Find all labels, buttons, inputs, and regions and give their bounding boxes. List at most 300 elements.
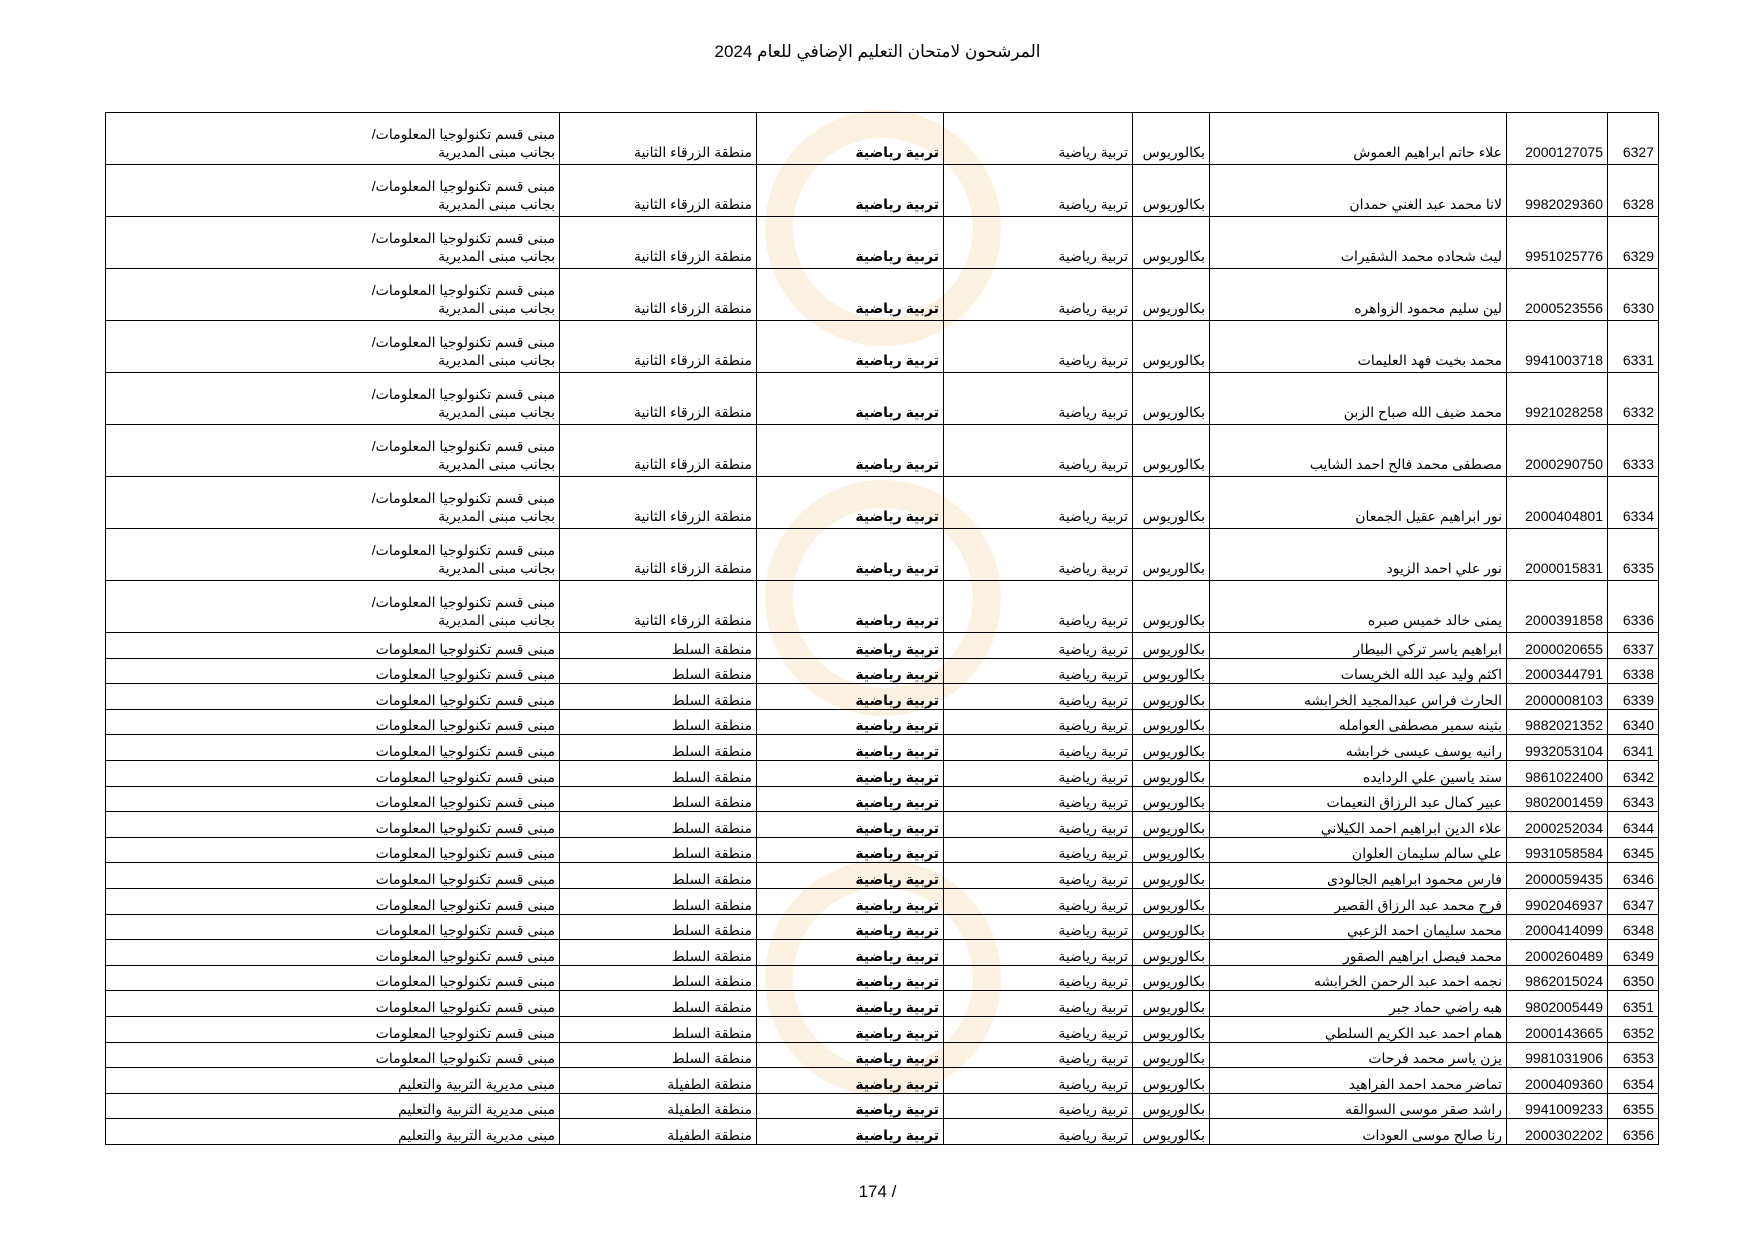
directorate-cell: منطقة السلط <box>560 888 757 914</box>
directorate-cell: منطقة الزرقاء الثانية <box>560 373 757 425</box>
table-row <box>106 217 1659 269</box>
national-id-cell: 9951025776 <box>1507 217 1608 269</box>
degree-cell: بكالوريوس <box>1133 709 1210 735</box>
national-id-cell: 2000008103 <box>1507 684 1608 710</box>
exam-location-line: مبنى قسم تكنولوجيا المعلومات/ <box>371 438 555 454</box>
page-number: 174 / <box>858 1182 897 1201</box>
table-row <box>106 113 1659 165</box>
exam-location-line: مبنى قسم تكنولوجيا المعلومات <box>375 998 555 1015</box>
sequence-number-cell: 6334 <box>1608 477 1659 529</box>
degree-cell: بكالوريوس <box>1133 888 1210 914</box>
exam-location-cell <box>106 965 560 991</box>
national-id-cell: 9902046937 <box>1507 888 1608 914</box>
exam-location-cell <box>106 217 560 269</box>
exam-subject-cell: تربية رياضية <box>757 269 944 321</box>
sequence-number-cell: 6330 <box>1608 269 1659 321</box>
exam-subject-cell: تربية رياضية <box>757 786 944 812</box>
national-id-cell: 2000260489 <box>1507 940 1608 966</box>
exam-location-cell <box>106 991 560 1017</box>
candidate-name-cell: محمد بخيت فهد العليمات <box>1210 321 1507 373</box>
exam-location-line: مبنى قسم تكنولوجيا المعلومات <box>375 742 555 759</box>
national-id-cell: 2000127075 <box>1507 113 1608 165</box>
degree-cell: بكالوريوس <box>1133 1042 1210 1068</box>
national-id-cell: 9882021352 <box>1507 709 1608 735</box>
exam-location-cell <box>106 658 560 684</box>
exam-subject-cell: تربية رياضية <box>757 1119 944 1145</box>
specialization-cell: تربية رياضية <box>944 786 1133 812</box>
sequence-number-cell: 6332 <box>1608 373 1659 425</box>
exam-location-line: مبنى قسم تكنولوجيا المعلومات <box>375 922 555 939</box>
table-row <box>106 1093 1659 1119</box>
exam-subject-cell: تربية رياضية <box>757 477 944 529</box>
directorate-cell: منطقة السلط <box>560 760 757 786</box>
degree-cell: بكالوريوس <box>1133 373 1210 425</box>
directorate-cell: منطقة السلط <box>560 914 757 940</box>
exam-location-cell <box>106 684 560 710</box>
sequence-number-cell: 6353 <box>1608 1042 1659 1068</box>
exam-location-line: بجانب مبنى المديرية <box>438 196 555 212</box>
exam-location-line: مبنى قسم تكنولوجيا المعلومات/ <box>371 126 555 142</box>
exam-location-cell <box>106 1093 560 1119</box>
exam-subject-cell: تربية رياضية <box>757 812 944 838</box>
exam-subject-cell: تربية رياضية <box>757 940 944 966</box>
candidate-name-cell: عبير كمال عبد الرزاق النعيمات <box>1210 786 1507 812</box>
candidate-name-cell: محمد ضيف الله صباح الزبن <box>1210 373 1507 425</box>
candidate-name-cell: تماضر محمد احمد الفراهيد <box>1210 1068 1507 1094</box>
sequence-number-cell: 6351 <box>1608 991 1659 1017</box>
national-id-cell: 9802001459 <box>1507 786 1608 812</box>
national-id-cell: 9981031906 <box>1507 1042 1608 1068</box>
exam-location-line: مبنى قسم تكنولوجيا المعلومات <box>375 947 555 964</box>
specialization-cell: تربية رياضية <box>944 658 1133 684</box>
sequence-number-cell: 6328 <box>1608 165 1659 217</box>
directorate-cell: منطقة السلط <box>560 786 757 812</box>
specialization-cell: تربية رياضية <box>944 684 1133 710</box>
specialization-cell: تربية رياضية <box>944 581 1133 633</box>
candidate-name-cell: اكثم وليد عبد الله الخريسات <box>1210 658 1507 684</box>
exam-location-line: بجانب مبنى المديرية <box>438 612 555 628</box>
degree-cell: بكالوريوس <box>1133 1119 1210 1145</box>
candidate-name-cell: هبه راضي حماد جبر <box>1210 991 1507 1017</box>
candidate-name-cell: مصطفى محمد فالح احمد الشايب <box>1210 425 1507 477</box>
sequence-number-cell: 6338 <box>1608 658 1659 684</box>
specialization-cell: تربية رياضية <box>944 888 1133 914</box>
candidate-name-cell: يزن ياسر محمد فرحات <box>1210 1042 1507 1068</box>
degree-cell: بكالوريوس <box>1133 863 1210 889</box>
specialization-cell: تربية رياضية <box>944 529 1133 581</box>
national-id-cell: 9862015024 <box>1507 965 1608 991</box>
exam-location-cell <box>106 837 560 863</box>
table-row <box>106 837 1659 863</box>
exam-location-cell <box>106 940 560 966</box>
sequence-number-cell: 6350 <box>1608 965 1659 991</box>
sequence-number-cell: 6344 <box>1608 812 1659 838</box>
exam-subject-cell: تربية رياضية <box>757 321 944 373</box>
table-row <box>106 165 1659 217</box>
directorate-cell: منطقة الزرقاء الثانية <box>560 581 757 633</box>
degree-cell: بكالوريوس <box>1133 786 1210 812</box>
degree-cell: بكالوريوس <box>1133 812 1210 838</box>
degree-cell: بكالوريوس <box>1133 1068 1210 1094</box>
candidate-name-cell: لانا محمد عبد الغني حمدان <box>1210 165 1507 217</box>
specialization-cell: تربية رياضية <box>944 709 1133 735</box>
specialization-cell: تربية رياضية <box>944 735 1133 761</box>
sequence-number-cell: 6348 <box>1608 914 1659 940</box>
exam-location-cell <box>106 1016 560 1042</box>
degree-cell: بكالوريوس <box>1133 581 1210 633</box>
directorate-cell: منطقة الزرقاء الثانية <box>560 425 757 477</box>
exam-subject-cell: تربية رياضية <box>757 633 944 659</box>
exam-location-line: بجانب مبنى المديرية <box>438 144 555 160</box>
national-id-cell: 2000015831 <box>1507 529 1608 581</box>
directorate-cell: منطقة السلط <box>560 837 757 863</box>
directorate-cell: منطقة السلط <box>560 991 757 1017</box>
table-row <box>106 529 1659 581</box>
table-row <box>106 684 1659 710</box>
candidate-name-cell: ليث شحاده محمد الشقيرات <box>1210 217 1507 269</box>
directorate-cell: منطقة السلط <box>560 940 757 966</box>
candidate-name-cell: يمنى خالد خميس صبره <box>1210 581 1507 633</box>
exam-location-cell <box>106 633 560 659</box>
specialization-cell: تربية رياضية <box>944 633 1133 659</box>
national-id-cell: 2000523556 <box>1507 269 1608 321</box>
national-id-cell: 2000344791 <box>1507 658 1608 684</box>
table-row <box>106 633 1659 659</box>
national-id-cell: 2000409360 <box>1507 1068 1608 1094</box>
specialization-cell: تربية رياضية <box>944 425 1133 477</box>
exam-location-cell <box>106 321 560 373</box>
table-row <box>106 1119 1659 1145</box>
exam-location-line: مبنى قسم تكنولوجيا المعلومات <box>375 768 555 785</box>
exam-location-line: مبنى مديرية التربية والتعليم <box>398 1126 555 1143</box>
table-row <box>106 1016 1659 1042</box>
directorate-cell: منطقة الزرقاء الثانية <box>560 529 757 581</box>
exam-location-cell <box>106 373 560 425</box>
exam-location-line: مبنى قسم تكنولوجيا المعلومات <box>375 1050 555 1067</box>
exam-location-cell <box>106 1042 560 1068</box>
degree-cell: بكالوريوس <box>1133 940 1210 966</box>
exam-location-cell <box>106 735 560 761</box>
directorate-cell: منطقة السلط <box>560 1042 757 1068</box>
exam-subject-cell: تربية رياضية <box>757 425 944 477</box>
directorate-cell: منطقة الزرقاء الثانية <box>560 217 757 269</box>
exam-location-line: مبنى قسم تكنولوجيا المعلومات/ <box>371 386 555 402</box>
exam-location-line: مبنى قسم تكنولوجيا المعلومات/ <box>371 178 555 194</box>
specialization-cell: تربية رياضية <box>944 1068 1133 1094</box>
sequence-number-cell: 6347 <box>1608 888 1659 914</box>
exam-location-cell <box>106 786 560 812</box>
sequence-number-cell: 6356 <box>1608 1119 1659 1145</box>
specialization-cell: تربية رياضية <box>944 1042 1133 1068</box>
exam-subject-cell: تربية رياضية <box>757 1042 944 1068</box>
sequence-number-cell: 6336 <box>1608 581 1659 633</box>
exam-subject-cell: تربية رياضية <box>757 529 944 581</box>
exam-subject-cell: تربية رياضية <box>757 735 944 761</box>
sequence-number-cell: 6340 <box>1608 709 1659 735</box>
directorate-cell: منطقة الزرقاء الثانية <box>560 113 757 165</box>
table-row <box>106 269 1659 321</box>
table-row <box>106 321 1659 373</box>
sequence-number-cell: 6345 <box>1608 837 1659 863</box>
exam-subject-cell: تربية رياضية <box>757 888 944 914</box>
candidate-name-cell: فرح محمد عبد الرزاق القصير <box>1210 888 1507 914</box>
degree-cell: بكالوريوس <box>1133 735 1210 761</box>
national-id-cell: 9861022400 <box>1507 760 1608 786</box>
directorate-cell: منطقة الزرقاء الثانية <box>560 477 757 529</box>
national-id-cell: 9941009233 <box>1507 1093 1608 1119</box>
national-id-cell: 2000404801 <box>1507 477 1608 529</box>
specialization-cell: تربية رياضية <box>944 837 1133 863</box>
specialization-cell: تربية رياضية <box>944 914 1133 940</box>
candidate-name-cell: لين سليم محمود الزواهره <box>1210 269 1507 321</box>
exam-location-line: بجانب مبنى المديرية <box>438 508 555 524</box>
table-row <box>106 709 1659 735</box>
exam-subject-cell: تربية رياضية <box>757 658 944 684</box>
directorate-cell: منطقة السلط <box>560 965 757 991</box>
table-row <box>106 658 1659 684</box>
degree-cell: بكالوريوس <box>1133 633 1210 659</box>
directorate-cell: منطقة السلط <box>560 863 757 889</box>
candidate-name-cell: الحارث فراس عبدالمجيد الخرابشه <box>1210 684 1507 710</box>
directorate-cell: منطقة الزرقاء الثانية <box>560 269 757 321</box>
sequence-number-cell: 6342 <box>1608 760 1659 786</box>
sequence-number-cell: 6355 <box>1608 1093 1659 1119</box>
specialization-cell: تربية رياضية <box>944 1093 1133 1119</box>
table-row <box>106 965 1659 991</box>
national-id-cell: 2000020655 <box>1507 633 1608 659</box>
exam-location-cell <box>106 425 560 477</box>
sequence-number-cell: 6354 <box>1608 1068 1659 1094</box>
specialization-cell: تربية رياضية <box>944 217 1133 269</box>
exam-location-line: مبنى قسم تكنولوجيا المعلومات/ <box>371 282 555 298</box>
degree-cell: بكالوريوس <box>1133 425 1210 477</box>
directorate-cell: منطقة السلط <box>560 812 757 838</box>
exam-location-cell <box>106 1119 560 1145</box>
exam-location-line: مبنى قسم تكنولوجيا المعلومات/ <box>371 334 555 350</box>
specialization-cell: تربية رياضية <box>944 965 1133 991</box>
sequence-number-cell: 6327 <box>1608 113 1659 165</box>
candidate-name-cell: محمد فيصل ابراهيم الصقور <box>1210 940 1507 966</box>
table-row <box>106 581 1659 633</box>
exam-location-line: بجانب مبنى المديرية <box>438 352 555 368</box>
national-id-cell: 2000391858 <box>1507 581 1608 633</box>
exam-subject-cell: تربية رياضية <box>757 991 944 1017</box>
degree-cell: بكالوريوس <box>1133 217 1210 269</box>
exam-location-line: بجانب مبنى المديرية <box>438 300 555 316</box>
degree-cell: بكالوريوس <box>1133 991 1210 1017</box>
candidate-name-cell: بثينه سمير مصطفى العوامله <box>1210 709 1507 735</box>
national-id-cell: 2000302202 <box>1507 1119 1608 1145</box>
exam-location-cell <box>106 914 560 940</box>
specialization-cell: تربية رياضية <box>944 1119 1133 1145</box>
candidate-name-cell: علاء الدين ابراهيم احمد الكيلاني <box>1210 812 1507 838</box>
table-row <box>106 735 1659 761</box>
degree-cell: بكالوريوس <box>1133 1016 1210 1042</box>
table-row <box>106 991 1659 1017</box>
directorate-cell: منطقة السلط <box>560 633 757 659</box>
exam-location-line: مبنى قسم تكنولوجيا المعلومات/ <box>371 230 555 246</box>
directorate-cell: منطقة السلط <box>560 735 757 761</box>
candidate-name-cell: ابراهيم ياسر تركي البيطار <box>1210 633 1507 659</box>
exam-location-cell <box>106 113 560 165</box>
table-row <box>106 786 1659 812</box>
sequence-number-cell: 6341 <box>1608 735 1659 761</box>
degree-cell: بكالوريوس <box>1133 965 1210 991</box>
exam-location-line: مبنى قسم تكنولوجيا المعلومات <box>375 640 555 657</box>
exam-location-line: مبنى مديرية التربية والتعليم <box>398 1075 555 1092</box>
directorate-cell: منطقة الطفيلة <box>560 1068 757 1094</box>
sequence-number-cell: 6343 <box>1608 786 1659 812</box>
exam-location-line: مبنى قسم تكنولوجيا المعلومات <box>375 973 555 990</box>
national-id-cell: 9921028258 <box>1507 373 1608 425</box>
sequence-number-cell: 6331 <box>1608 321 1659 373</box>
national-id-cell: 2000143665 <box>1507 1016 1608 1042</box>
exam-location-cell <box>106 812 560 838</box>
exam-subject-cell: تربية رياضية <box>757 373 944 425</box>
specialization-cell: تربية رياضية <box>944 812 1133 838</box>
degree-cell: بكالوريوس <box>1133 658 1210 684</box>
exam-location-cell <box>106 269 560 321</box>
candidate-name-cell: علي سالم سليمان العلوان <box>1210 837 1507 863</box>
table-row <box>106 425 1659 477</box>
exam-location-cell <box>106 477 560 529</box>
exam-subject-cell: تربية رياضية <box>757 709 944 735</box>
exam-subject-cell: تربية رياضية <box>757 837 944 863</box>
specialization-cell: تربية رياضية <box>944 991 1133 1017</box>
exam-location-line: مبنى قسم تكنولوجيا المعلومات/ <box>371 542 555 558</box>
exam-location-cell <box>106 709 560 735</box>
sequence-number-cell: 6335 <box>1608 529 1659 581</box>
exam-subject-cell: تربية رياضية <box>757 863 944 889</box>
degree-cell: بكالوريوس <box>1133 529 1210 581</box>
degree-cell: بكالوريوس <box>1133 113 1210 165</box>
national-id-cell: 9802005449 <box>1507 991 1608 1017</box>
table-row <box>106 1068 1659 1094</box>
national-id-cell: 2000414099 <box>1507 914 1608 940</box>
degree-cell: بكالوريوس <box>1133 760 1210 786</box>
exam-location-cell <box>106 760 560 786</box>
page-title: المرشحون لامتحان التعليم الإضافي للعام 2024 <box>714 42 1041 61</box>
exam-location-line: مبنى قسم تكنولوجيا المعلومات <box>375 794 555 811</box>
exam-subject-cell: تربية رياضية <box>757 965 944 991</box>
exam-location-line: مبنى قسم تكنولوجيا المعلومات <box>375 845 555 862</box>
specialization-cell: تربية رياضية <box>944 863 1133 889</box>
exam-location-cell <box>106 581 560 633</box>
exam-location-cell <box>106 1068 560 1094</box>
sequence-number-cell: 6329 <box>1608 217 1659 269</box>
national-id-cell: 9931058584 <box>1507 837 1608 863</box>
exam-location-cell <box>106 863 560 889</box>
directorate-cell: منطقة الزرقاء الثانية <box>560 165 757 217</box>
exam-subject-cell: تربية رياضية <box>757 1016 944 1042</box>
exam-location-line: بجانب مبنى المديرية <box>438 456 555 472</box>
directorate-cell: منطقة الزرقاء الثانية <box>560 321 757 373</box>
candidate-name-cell: نور علي احمد الزيود <box>1210 529 1507 581</box>
degree-cell: بكالوريوس <box>1133 837 1210 863</box>
degree-cell: بكالوريوس <box>1133 684 1210 710</box>
exam-location-cell <box>106 529 560 581</box>
national-id-cell: 9982029360 <box>1507 165 1608 217</box>
national-id-cell: 2000290750 <box>1507 425 1608 477</box>
specialization-cell: تربية رياضية <box>944 760 1133 786</box>
degree-cell: بكالوريوس <box>1133 914 1210 940</box>
exam-location-line: بجانب مبنى المديرية <box>438 404 555 420</box>
exam-subject-cell: تربية رياضية <box>757 760 944 786</box>
exam-subject-cell: تربية رياضية <box>757 217 944 269</box>
exam-location-cell <box>106 888 560 914</box>
exam-location-line: مبنى قسم تكنولوجيا المعلومات <box>375 896 555 913</box>
exam-location-line: مبنى قسم تكنولوجيا المعلومات <box>375 666 555 683</box>
candidate-name-cell: نور ابراهيم عقيل الجمعان <box>1210 477 1507 529</box>
candidate-name-cell: سند ياسين علي الردايده <box>1210 760 1507 786</box>
exam-location-line: مبنى قسم تكنولوجيا المعلومات <box>375 870 555 887</box>
candidate-name-cell: رانيه يوسف عيسى خرابشه <box>1210 735 1507 761</box>
exam-subject-cell: تربية رياضية <box>757 914 944 940</box>
table-row <box>106 760 1659 786</box>
specialization-cell: تربية رياضية <box>944 373 1133 425</box>
exam-location-line: مبنى قسم تكنولوجيا المعلومات <box>375 1024 555 1041</box>
sequence-number-cell: 6337 <box>1608 633 1659 659</box>
degree-cell: بكالوريوس <box>1133 321 1210 373</box>
directorate-cell: منطقة السلط <box>560 684 757 710</box>
specialization-cell: تربية رياضية <box>944 1016 1133 1042</box>
exam-location-line: مبنى قسم تكنولوجيا المعلومات <box>375 717 555 734</box>
table-row <box>106 914 1659 940</box>
national-id-cell: 2000059435 <box>1507 863 1608 889</box>
directorate-cell: منطقة السلط <box>560 658 757 684</box>
specialization-cell: تربية رياضية <box>944 321 1133 373</box>
exam-subject-cell: تربية رياضية <box>757 113 944 165</box>
table-row <box>106 812 1659 838</box>
degree-cell: بكالوريوس <box>1133 477 1210 529</box>
table-row <box>106 373 1659 425</box>
degree-cell: بكالوريوس <box>1133 165 1210 217</box>
table-row <box>106 477 1659 529</box>
specialization-cell: تربية رياضية <box>944 165 1133 217</box>
table-row <box>106 888 1659 914</box>
exam-subject-cell: تربية رياضية <box>757 1093 944 1119</box>
directorate-cell: منطقة السلط <box>560 1016 757 1042</box>
exam-location-line: مبنى قسم تكنولوجيا المعلومات/ <box>371 594 555 610</box>
exam-subject-cell: تربية رياضية <box>757 1068 944 1094</box>
candidate-name-cell: محمد سليمان احمد الزعبي <box>1210 914 1507 940</box>
sequence-number-cell: 6352 <box>1608 1016 1659 1042</box>
exam-location-cell <box>106 165 560 217</box>
national-id-cell: 9932053104 <box>1507 735 1608 761</box>
candidate-name-cell: رنا صالح موسى العودات <box>1210 1119 1507 1145</box>
directorate-cell: منطقة السلط <box>560 709 757 735</box>
sequence-number-cell: 6349 <box>1608 940 1659 966</box>
exam-subject-cell: تربية رياضية <box>757 684 944 710</box>
degree-cell: بكالوريوس <box>1133 269 1210 321</box>
candidate-name-cell: فارس محمود ابراهيم الجالودى <box>1210 863 1507 889</box>
specialization-cell: تربية رياضية <box>944 477 1133 529</box>
degree-cell: بكالوريوس <box>1133 1093 1210 1119</box>
exam-location-line: مبنى قسم تكنولوجيا المعلومات <box>375 691 555 708</box>
exam-location-line: مبنى قسم تكنولوجيا المعلومات <box>375 819 555 836</box>
sequence-number-cell: 6346 <box>1608 863 1659 889</box>
exam-location-line: مبنى قسم تكنولوجيا المعلومات/ <box>371 490 555 506</box>
specialization-cell: تربية رياضية <box>944 269 1133 321</box>
directorate-cell: منطقة الطفيلة <box>560 1119 757 1145</box>
candidate-name-cell: نجمه احمد عبد الرحمن الخرابشه <box>1210 965 1507 991</box>
exam-subject-cell: تربية رياضية <box>757 165 944 217</box>
candidate-name-cell: علاء حاتم ابراهيم العموش <box>1210 113 1507 165</box>
exam-location-line: مبنى مديرية التربية والتعليم <box>398 1101 555 1118</box>
exam-location-line: بجانب مبنى المديرية <box>438 560 555 576</box>
table-row <box>106 863 1659 889</box>
candidates-table <box>105 112 1659 1145</box>
